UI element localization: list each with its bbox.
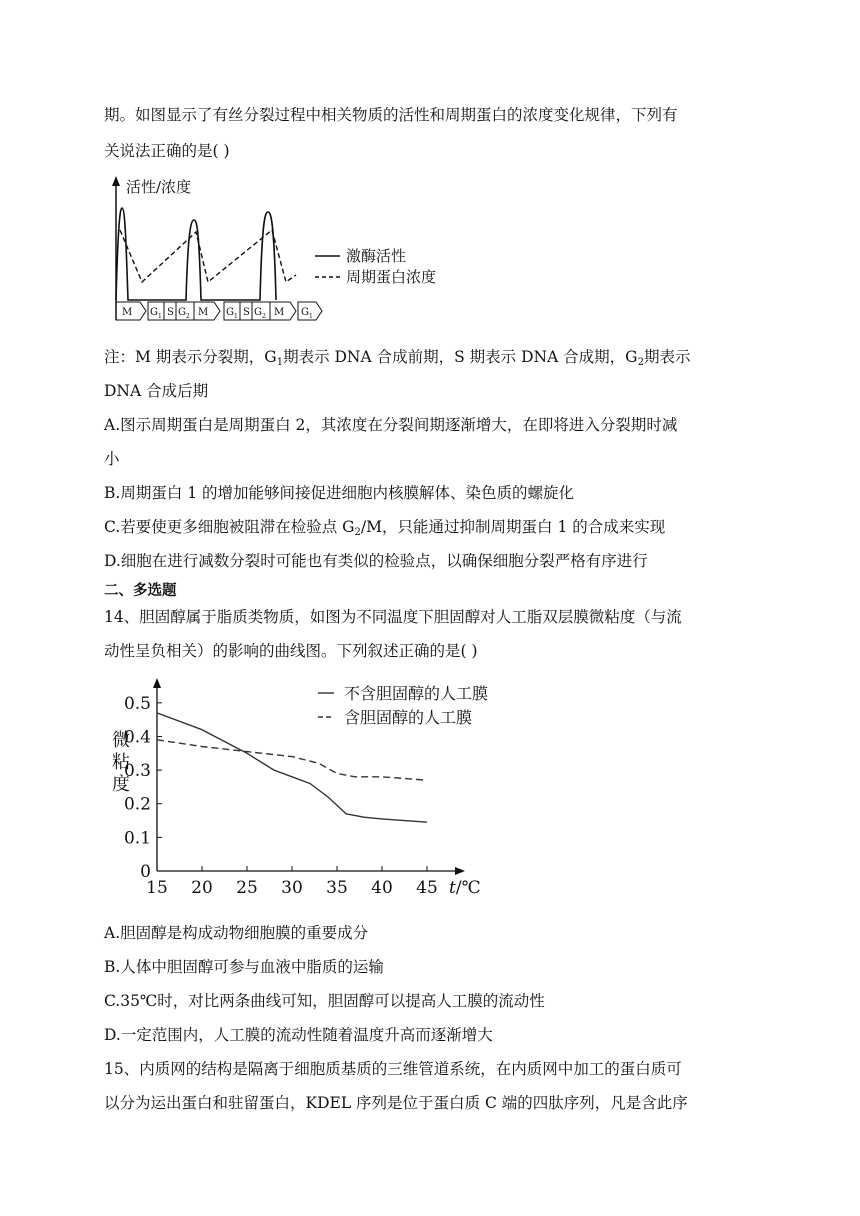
x-tick-label: 40 xyxy=(371,878,393,898)
q14-stem-line1: 14、胆固醇属于脂质类物质，如图为不同温度下胆固醇对人工脂双层膜微粘度（与流 xyxy=(104,608,682,626)
q14-option-a: A.胆固醇是构成动物细胞膜的重要成分 xyxy=(104,924,369,942)
q13-option-a-line1: A.图示周期蛋白是周期蛋白 2，其浓度在分裂间期逐渐增大，在即将进入分裂期时减 xyxy=(104,416,678,434)
phase-g1-label: G xyxy=(301,307,309,318)
y-tick-label: 0.4 xyxy=(123,727,151,748)
legend-with-cholesterol: 含胆固醇的人工膜 xyxy=(344,708,473,727)
q13-note-line2: DNA 合成后期 xyxy=(104,382,209,400)
y-axis-arrow xyxy=(153,678,161,688)
y-tick-label: 0 xyxy=(140,862,151,882)
q15-stem-line1: 15、内质网的结构是隔离于细胞质基质的三维管道系统，在内质网中加工的蛋白质可 xyxy=(104,1060,682,1078)
q13-option-c: C.若要使更多细胞被阻滞在检验点 $G_2/M$，只能通过抑制周期蛋白 1 的合成来实现 xyxy=(104,518,666,538)
cell-cycle-figure xyxy=(100,170,480,330)
phase-g1-label: G xyxy=(226,307,234,318)
q14-option-c: C.35℃时，对比两条曲线可知，胆固醇可以提高人工膜的流动性 xyxy=(104,992,545,1010)
series-without-cholesterol xyxy=(157,713,427,822)
q13-option-a-line2: 小 xyxy=(104,450,120,468)
q14-option-b: B.人体中胆固醇可参与血液中脂质的运输 xyxy=(104,958,384,976)
kinase-activity-curve xyxy=(116,208,276,300)
section-heading-multi-choice: 二、多选题 xyxy=(104,583,177,599)
legend-without-cholesterol: 不含胆固醇的人工膜 xyxy=(344,684,489,703)
y-tick-label: 0.5 xyxy=(123,693,151,714)
y-axis-label-char: 微 xyxy=(112,730,130,751)
phase-s-label: S xyxy=(243,307,250,318)
x-tick-label: 20 xyxy=(191,878,213,898)
phase-g2-label: G xyxy=(254,307,262,318)
phase-m-label: M xyxy=(198,307,209,318)
phase-arrow-row xyxy=(116,302,322,320)
cyclin-concentration-curve xyxy=(120,230,296,282)
viscosity-chart xyxy=(100,676,520,906)
q13-stem-line1: 期。如图显示了有丝分裂过程中相关物质的活性和周期蛋白的浓度变化规律，下列有 xyxy=(104,106,678,124)
x-tick-label: 25 xyxy=(236,878,258,898)
q14-option-d: D.一定范围内，人工膜的流动性随着温度升高而逐渐增大 xyxy=(104,1026,493,1044)
fig13-y-axis-label: 活性/浓度 xyxy=(126,178,192,196)
q13-option-b: B.周期蛋白 1 的增加能够间接促进细胞内核膜解体、染色质的螺旋化 xyxy=(104,484,575,502)
y-axis-label-char: 度 xyxy=(112,774,130,795)
x-tick-label: 35 xyxy=(326,878,348,898)
x-tick-label: 30 xyxy=(281,878,303,898)
x-axis-label: t/℃ xyxy=(449,878,481,898)
x-axis-arrow xyxy=(455,867,465,875)
y-tick-label: 0.1 xyxy=(123,828,151,849)
phase-g1-sub: 1 xyxy=(309,313,313,320)
phase-g2-sub: 2 xyxy=(262,313,266,320)
phase-g1-label: G xyxy=(150,307,158,318)
x-tick-label: 45 xyxy=(416,878,438,898)
phase-g2-sub: 2 xyxy=(186,313,190,320)
y-axis-label-char: 粘 xyxy=(112,752,130,773)
phase-m-label: M xyxy=(274,307,285,318)
phase-g2-label: G xyxy=(178,307,186,318)
q13-stem-line2: 关说法正确的是( ) xyxy=(104,142,230,160)
x-tick-label: 15 xyxy=(146,878,168,898)
q13-option-d: D.细胞在进行减数分裂时可能也有类似的检验点，以确保细胞分裂严格有序进行 xyxy=(104,552,648,570)
q14-stem-line2: 动性呈负相关）的影响的曲线图。下列叙述正确的是( ) xyxy=(104,642,478,660)
q15-stem-line2: 以分为运出蛋白和驻留蛋白，KDEL 序列是位于蛋白质 C 端的四肽序列，凡是含此序 xyxy=(104,1094,688,1112)
y-tick-label: 0.2 xyxy=(123,794,151,815)
phase-g1-sub: 1 xyxy=(234,313,238,320)
phase-m-label: M xyxy=(122,307,133,318)
phase-s-label: S xyxy=(167,307,174,318)
series-with-cholesterol xyxy=(157,740,427,780)
q13-note-line1: 注：M 期表示分裂期，$G_1$期表示 DNA 合成前期，S 期表示 DNA 合成期，$G_2$期表示 xyxy=(104,348,691,368)
y-tick-label: 0.3 xyxy=(123,761,151,782)
legend-cyclin-concentration: 周期蛋白浓度 xyxy=(346,268,437,286)
phase-g1-sub: 1 xyxy=(158,313,162,320)
legend-kinase-activity: 激酶活性 xyxy=(346,247,407,265)
